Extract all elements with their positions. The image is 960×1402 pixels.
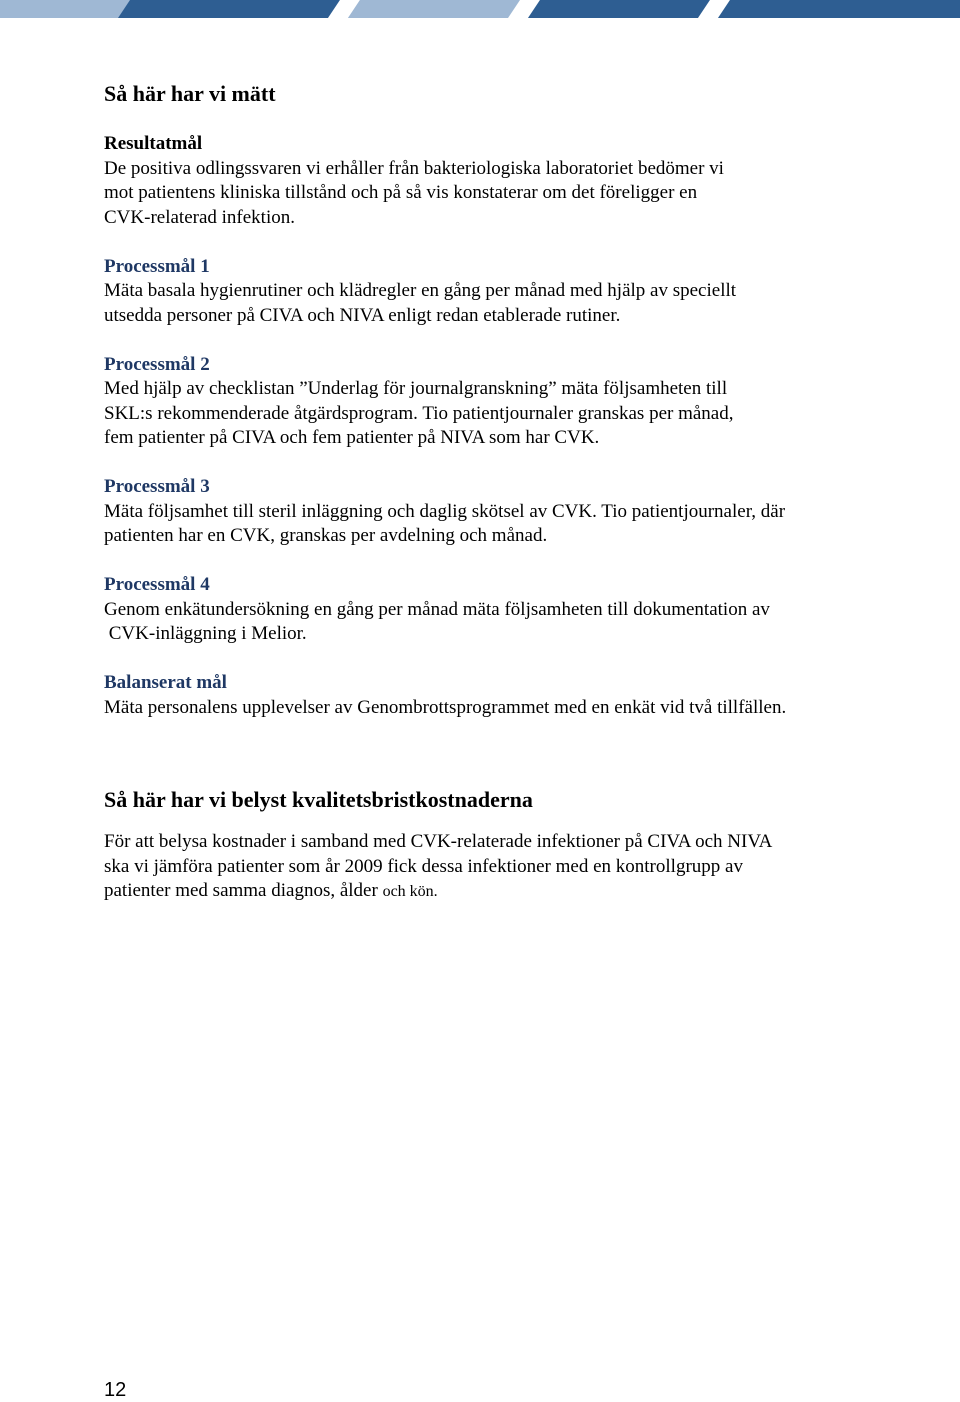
goal-process-3 xyxy=(104,475,894,549)
section-title-quality-costs: Så här har vi belyst kvalitetsbristkostnaderna xyxy=(104,787,533,812)
goal-text-line: SKL:s rekommenderade åtgärdsprogram. Tio patientjournaler granskas per månad, xyxy=(104,402,734,424)
paragraph-line: För att belysa kostnader i samband med CVK-relaterade infektioner på CIVA och NIVA xyxy=(104,831,773,852)
paragraph-line-tail: och kön. xyxy=(382,883,438,900)
goal-text-line: Mäta personalens upplevelser av Genombrottsprogrammet med en enkät vid två tillfällen. xyxy=(104,696,787,718)
goal-text-line: Genom enkätundersökning en gång per månad mäta följsamheten till dokumentation av xyxy=(104,598,770,620)
header-decoration-band xyxy=(0,0,960,18)
goal-label: Processmål 3 xyxy=(104,476,210,497)
goal-process-4 xyxy=(104,573,894,647)
goal-balanced xyxy=(104,671,894,720)
goal-text-line: mot patientens kliniska tillstånd och på så vis konstaterar om det föreligger en xyxy=(104,182,698,203)
goal-text-line: Mäta basala hygienrutiner och klädregler en gång per månad med hjälp av speciellt xyxy=(104,280,737,301)
page-number: 12 xyxy=(104,1379,127,1401)
goal-text-line: Mäta följsamhet till steril inläggning och daglig skötsel av CVK. Tio patientjournaler, där xyxy=(104,500,786,522)
goal-result xyxy=(104,132,894,230)
paragraph-line: ska vi jämföra patienter som år 2009 fick dessa infektioner med en kontrollgrupp av xyxy=(104,855,743,877)
goal-process-2 xyxy=(104,353,894,451)
goal-label: Resultatmål xyxy=(104,133,203,154)
goal-text-line: De positiva odlingssvaren vi erhåller från bakteriologiska laboratoriet bedömer vi xyxy=(104,157,724,179)
goal-label: Processmål 1 xyxy=(104,255,210,277)
header-stripes xyxy=(0,0,960,18)
goal-text-line: utsedda personer på CIVA och NIVA enligt redan etablerade rutiner. xyxy=(104,304,621,326)
paragraph-line-text: patienter med samma diagnos, ålder xyxy=(104,880,383,901)
goal-label: Balanserat mål xyxy=(104,672,227,693)
goal-text-line: fem patienter på CIVA och fem patienter på NIVA som har CVK. xyxy=(104,427,600,448)
section-title-measurement: Så här har vi mätt xyxy=(104,81,276,106)
goal-label: Processmål 4 xyxy=(104,574,210,595)
goal-label: Processmål 2 xyxy=(104,353,210,375)
goal-text-line: patienten har en CVK, granskas per avdelning och månad. xyxy=(104,525,548,546)
goal-process-1 xyxy=(104,255,894,329)
document-body xyxy=(104,80,894,905)
paragraph-line xyxy=(104,879,894,905)
goal-text-line: Med hjälp av checklistan ”Underlag för journalgranskning” mäta följsamheten till xyxy=(104,378,728,399)
goal-text-line: CVK-inläggning i Melior. xyxy=(104,623,307,644)
goal-text-line: CVK-relaterad infektion. xyxy=(104,206,295,228)
quality-costs-paragraph xyxy=(104,830,894,905)
